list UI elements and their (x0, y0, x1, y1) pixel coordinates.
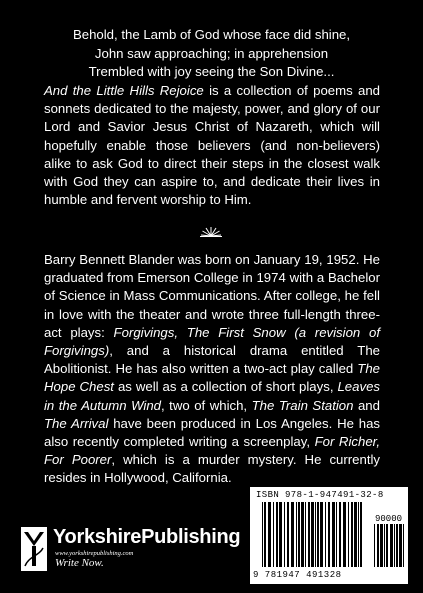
bio-text-7: , which is a murder mystery. He currently resides in Hollywood, California. (44, 452, 381, 486)
barcode-bar (384, 524, 385, 567)
barcode-bar (399, 524, 402, 567)
publisher-url: www.yorkshirepublishing.com (55, 550, 134, 557)
bio-text-6: have been produced in Los Angeles. He has also recently completed writing a screenplay, (44, 415, 380, 450)
bio-text-5: and (353, 397, 380, 413)
bio-play-title-3: Leaves in the Autumn Wind (44, 379, 380, 413)
poem-line-2: John saw approaching; in apprehension (94, 45, 329, 61)
bio-play-title-6: For Richer, For Poorer (44, 434, 380, 468)
barcode-bar (328, 502, 330, 567)
barcode-bar (396, 524, 398, 567)
epigraph-poem (0, 26, 423, 82)
description-text: is a collection of poems and sonnets dedicated to the majesty, power, and glory of our Lord and Savior Jesus Christ of Nazareth, which will hopefully enable those believers (and non-believers) alike to ask God to direct their steps in the closest walk with God they can aspire to, and dedicate their lives in humble and fervent worship to Him. (44, 83, 381, 208)
barcode-bar (279, 502, 282, 567)
bio-text-2: , and a historical drama entitled The Abolitionist. He has also written a two-act play called (44, 343, 380, 377)
bio-text-4: , two of which, (161, 397, 252, 413)
barcode-addon-bars (374, 524, 404, 567)
barcode-bar (348, 502, 349, 567)
bio-text-3: as well as a collection of short plays, (113, 379, 338, 395)
barcode-bar (301, 502, 304, 567)
publisher-name: YorkshirePublishing (53, 526, 241, 548)
barcode-bar (320, 502, 323, 567)
barcode-bar (354, 502, 357, 567)
barcode-bar (343, 502, 346, 567)
barcode-bar (336, 502, 337, 567)
barcode-bar (358, 502, 359, 567)
barcode-bar (386, 524, 388, 567)
ean-number: 9 781947 491328 (253, 570, 342, 580)
barcode-bar (374, 524, 375, 567)
barcode-bar (339, 502, 341, 567)
isbn-barcode (250, 487, 408, 584)
barcode-bar (291, 502, 294, 567)
price-code: 90000 (375, 514, 403, 524)
barcode-bar (360, 502, 362, 567)
barcode-bar (262, 502, 263, 567)
publisher-logo (20, 526, 240, 574)
barcode-icon (262, 502, 366, 567)
author-bio (44, 251, 380, 488)
bio-play-title-4: The Train Station (251, 397, 354, 413)
barcode-bar (296, 502, 297, 567)
barcode-bar (298, 502, 300, 567)
poem-line-3: Trembled with joy seeing the Son Divine... (88, 64, 335, 79)
poem-line-1: Behold, the Lamb of God whose face did shine, (72, 27, 351, 42)
barcode-bar (311, 502, 314, 567)
barcode-bar (332, 502, 335, 567)
barcode-bar (325, 502, 326, 567)
book-description (44, 82, 380, 209)
bio-play-title-1: Forgivings, The First Snow (a revision of Forgivings) (44, 324, 380, 359)
book-title: And the Little Hills Rejoice (44, 83, 204, 98)
barcode-bar (287, 502, 289, 567)
barcode-bar (284, 502, 285, 567)
barcode-bar (276, 502, 278, 567)
barcode-bar (308, 502, 310, 567)
barcode-bar (403, 524, 404, 567)
barcode-bar (268, 502, 271, 567)
barcode-bar (394, 524, 395, 567)
barcode-bar (377, 524, 379, 567)
barcode-bar (317, 502, 319, 567)
barcode-bar (273, 502, 274, 567)
barcode-bar (351, 502, 353, 567)
bio-text-1: Barry Bennett Blander was born on January 19, 1952. He graduated from Emerson College in 1974 with a Bachelor of Science in Mass Communications. After college, he fell in love with the theater and wrote three full-length three-act plays: (44, 252, 380, 340)
publisher-tagline: Write Now. (55, 557, 104, 569)
barcode-bar (315, 502, 316, 567)
barcode-bar (380, 524, 383, 567)
bio-play-title-5: The Arrival (44, 415, 109, 431)
barcode-bar (390, 524, 393, 567)
publisher-logo-icon (20, 526, 50, 572)
bio-play-title-2: The Hope Chest (44, 361, 380, 395)
barcode-bar (305, 502, 306, 567)
sunburst-ornament-icon (200, 225, 222, 237)
isbn-number: ISBN 978-1-947491-32-8 (256, 490, 384, 500)
barcode-bar (264, 502, 266, 567)
